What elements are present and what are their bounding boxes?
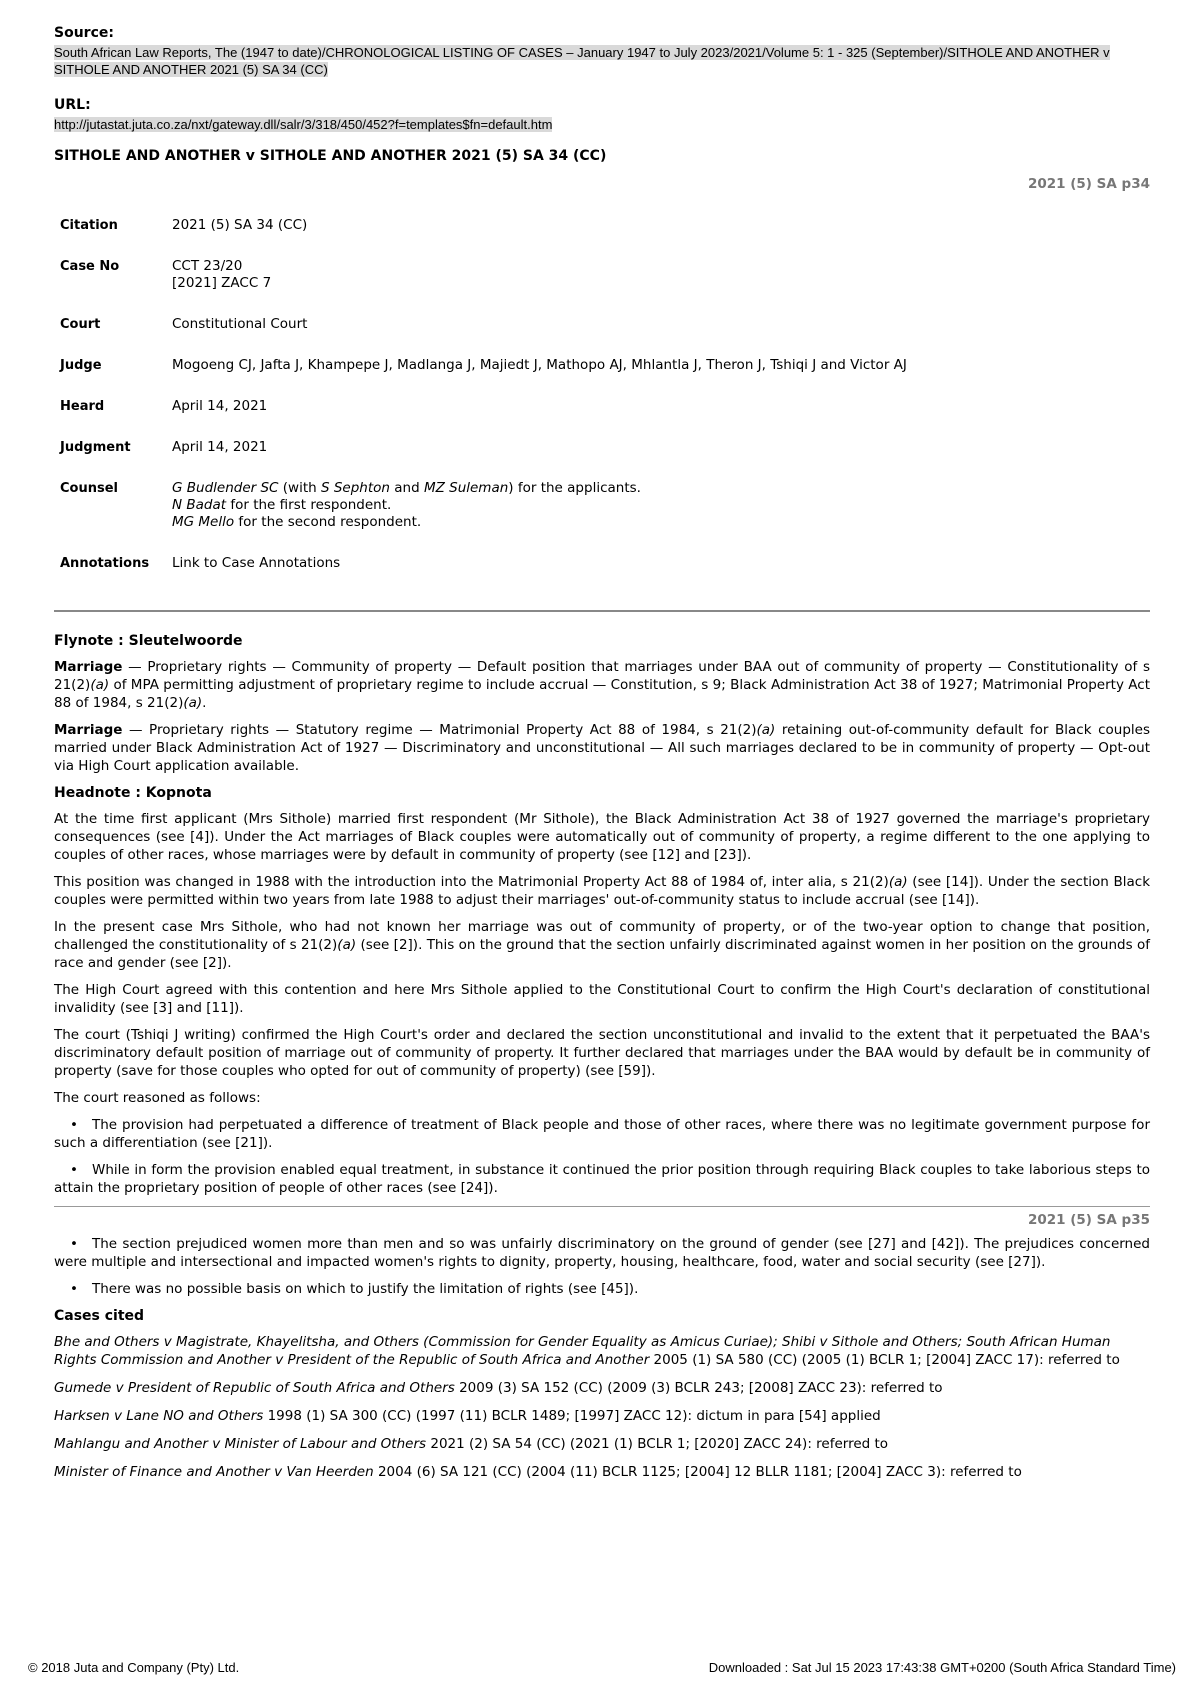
case-name: Gumede v President of Republic of South Africa and Others	[54, 1380, 455, 1396]
counsel-text: for the second respondent.	[234, 514, 422, 530]
url-label: URL:	[54, 97, 91, 113]
counsel-name: MZ Suleman	[423, 480, 509, 496]
case-reference: 2004 (6) SA 121 (CC) (2004 (11) BCLR 1125; [2004] 12 BLLR 1181; [2004] ZACC 3): referred to	[373, 1464, 1022, 1480]
flynote-text: (a)	[756, 722, 776, 738]
url-line	[54, 116, 1150, 133]
reasoning-bullet	[54, 1116, 1150, 1152]
bullet-icon: •	[70, 1281, 78, 1297]
page-break-divider	[54, 1206, 1150, 1207]
counsel-name: S Sephton	[320, 480, 390, 496]
meta-row-citation	[60, 217, 907, 258]
page-reference: 2021 (5) SA p35	[1027, 1212, 1150, 1228]
flynote-paragraph	[54, 658, 1150, 712]
case-name: Harksen v Lane NO and Others	[54, 1408, 264, 1424]
meta-value	[172, 480, 907, 555]
headnote-paragraph: At the time first applicant (Mrs Sithole) married first respondent (Mr Sithole), the Black Administration Act 38 of 1927 governed the marriage's proprietary consequences (see [4]). Under the Act marriages of Black couples were automatically out of community of property, a regime different to the one applying to couples of other races, whose marriages were by default in community of property (see [12] and [23]).	[54, 811, 1150, 863]
headnote-paragraph	[54, 873, 1150, 909]
counsel-text: for the first respondent.	[226, 497, 392, 513]
meta-value: Mogoeng CJ, Jafta J, Khampepe J, Madlanga J, Majiedt J, Mathopo AJ, Mhlantla J, Theron J, Tshiqi J and Victor AJ	[172, 357, 907, 373]
case-reference: 1998 (1) SA 300 (CC) (1997 (11) BCLR 1489; [1997] ZACC 12): dictum in para [54] applied	[263, 1408, 881, 1424]
flynote-text: — Proprietary rights — Community of property — Default position that marriages under BAA out of community of property — Constitutionality of s 21(2)	[54, 659, 1150, 693]
counsel-name: N Badat	[172, 497, 227, 513]
meta-row-case-no	[60, 258, 907, 316]
meta-value: April 14, 2021	[172, 398, 268, 414]
meta-row-heard	[60, 398, 907, 439]
flynote-text: — Proprietary rights — Statutory regime — Matrimonial Property Act 88 of 1984, s 21(2)	[122, 722, 757, 738]
case-name: Minister of Finance and Another v Van Heerden	[54, 1464, 374, 1480]
headnote-text: (see [2]). This on the ground that the section unfairly discriminated against women in her position on the grounds of race and gender (see [2]).	[54, 937, 1150, 971]
headnote-paragraph	[54, 918, 1150, 972]
meta-row-court	[60, 316, 907, 357]
flynote-paragraph	[54, 721, 1150, 775]
meta-key: Case No	[60, 259, 120, 274]
bullet-icon: •	[70, 1162, 78, 1178]
case-annotations-link[interactable]: Link to Case Annotations	[172, 555, 341, 571]
flynote-text: retaining out-of-community default for Black couples married under Black Administration Act of 1927 — Discriminatory and unconstitutional — All such marriages declared to be in community of property — Opt-out via High Court application available.	[54, 722, 1151, 774]
headnote-text: (see [14]). Under the section Black couples were permitted within two years from late 1988 to adjust their marriages' out-of-community status to include accrual (see [14]).	[54, 874, 1151, 908]
case-name: Bhe and Others v Magistrate, Khayelitsha, and Others (Commission for Gender Equality as Amicus Curiae); Shibi v Sithole and Others; South African Human Rights Commission and Another v President of the Republic of South Africa and Another	[54, 1334, 1111, 1368]
cases-cited-list	[54, 1333, 1150, 1481]
flynote-keyword: Marriage	[54, 659, 123, 675]
counsel-name: MG Mello	[172, 514, 235, 530]
flynote-text: of MPA permitting adjustment of proprietary regime to include accrual — Constitution, s 9; Black Administration Act 38 of 1927; Matrimonial Property Act 88 of 1984, s 21(2)	[54, 677, 1150, 711]
meta-key: Counsel	[60, 481, 118, 496]
source-path	[54, 44, 1150, 78]
flynote-heading: Flynote : Sleutelwoorde	[54, 633, 243, 649]
meta-key: Judge	[60, 358, 102, 373]
url-link[interactable]: http://jutastat.juta.co.za/nxt/gateway.dll/salr/3/318/450/452?f=templates$fn=default.htm	[54, 117, 553, 132]
reasoning-bullet	[54, 1235, 1150, 1271]
meta-row-judgment	[60, 439, 907, 480]
headnote-paragraph: The court reasoned as follows:	[54, 1090, 261, 1106]
case-citation	[54, 1379, 1150, 1397]
headnote-paragraph: The High Court agreed with this contention and here Mrs Sithole applied to the Constitutional Court to confirm the High Court's declaration of constitutional invalidity (see [3] and [11]).	[54, 982, 1150, 1016]
flynote-keyword: Marriage	[54, 722, 123, 738]
footer-downloaded: Downloaded : Sat Jul 15 2023 17:43:38 GMT+0200 (South Africa Standard Time)	[708, 1660, 1176, 1675]
headnote-paragraph: The court (Tshiqi J writing) confirmed the High Court's order and declared the section unconstitutional and invalid to the extent that it perpetuated the BAA's discriminatory default position of marriage out of community of property. It further declared that marriages under the BAA would by default be in community of property (save for those couples who opted for out of community of property) (see [59]).	[54, 1027, 1150, 1079]
meta-row-counsel	[60, 480, 907, 555]
document-page	[54, 24, 1150, 1491]
meta-key: Court	[60, 317, 101, 332]
case-name: Mahlangu and Another v Minister of Labour and Others	[54, 1436, 427, 1452]
meta-value	[172, 258, 907, 316]
case-metadata-table	[60, 217, 907, 596]
headnote-text: This position was changed in 1988 with the introduction into the Matrimonial Property Act 88 of 1984 of, inter alia, s 21(2)	[54, 874, 889, 890]
counsel-text: ) for the applicants.	[508, 480, 641, 496]
bullet-text: While in form the provision enabled equal treatment, in substance it continued the prior position through requiring Black couples to take laborious steps to attain the proprietary position of people of other races (see [24]).	[54, 1162, 1150, 1196]
case-reference: 2009 (3) SA 152 (CC) (2009 (3) BCLR 243; [2008] ZACC 23): referred to	[454, 1380, 943, 1396]
headnote-heading: Headnote : Kopnota	[54, 785, 212, 801]
case-citation	[54, 1463, 1150, 1481]
bullet-text: The provision had perpetuated a difference of treatment of Black people and those of other races, where there was no legitimate government purpose for such a differentiation (see [21]).	[54, 1117, 1150, 1151]
source-path-text: South African Law Reports, The (1947 to date)/CHRONOLOGICAL LISTING OF CASES – January 1947 to July 2023/2021/Volume 5: 1 - 325 (September)/SITHOLE AND ANOTHER v SITHOLE AND ANOTHER 2021 (5) SA 34 (CC)	[54, 45, 1110, 77]
reasoning-bullet	[54, 1280, 1150, 1298]
flynote-text: (a)	[90, 677, 110, 693]
bullet-icon: •	[70, 1117, 78, 1133]
counsel-text: and	[389, 480, 424, 496]
case-number: CCT 23/20	[172, 258, 243, 274]
headnote-text: In the present case Mrs Sithole, who had not known her marriage was out of community of property, or of the two-year option to change that position, challenged the constitutionality of s 21(2)	[54, 919, 1150, 953]
flynote-text: .	[202, 695, 207, 711]
case-citation	[54, 1333, 1150, 1369]
case-title: SITHOLE AND ANOTHER v SITHOLE AND ANOTHER 2021 (5) SA 34 (CC)	[54, 148, 607, 164]
meta-key: Citation	[60, 218, 118, 233]
counsel-text: (with	[278, 480, 321, 496]
meta-value: 2021 (5) SA 34 (CC)	[172, 217, 308, 233]
meta-row-annotations	[60, 555, 907, 596]
case-reference: 2005 (1) SA 580 (CC) (2005 (1) BCLR 1; [2004] ZACC 17): referred to	[649, 1352, 1120, 1368]
page-reference: 2021 (5) SA p34	[1027, 176, 1150, 192]
section-divider	[54, 610, 1150, 612]
cases-cited-heading: Cases cited	[54, 1308, 145, 1324]
meta-value: Constitutional Court	[172, 316, 308, 332]
bullet-text: The section prejudiced women more than men and so was unfairly discriminatory on the ground of gender (see [27] and [42]). The prejudices concerned were multiple and intersectional and impacted women's rights to dignity, property, housing, healthcare, food, water and social security (see [27]).	[54, 1236, 1150, 1270]
footer-copyright: © 2018 Juta and Company (Pty) Ltd.	[28, 1660, 240, 1675]
meta-key: Judgment	[60, 440, 131, 455]
meta-value: April 14, 2021	[172, 439, 268, 455]
neutral-citation: [2021] ZACC 7	[172, 275, 272, 291]
meta-row-judge	[60, 357, 907, 398]
case-citation	[54, 1435, 1150, 1453]
meta-key: Annotations	[60, 556, 150, 571]
case-citation	[54, 1407, 1150, 1425]
counsel-name: G Budlender SC	[172, 480, 279, 496]
flynote-text: (a)	[183, 695, 203, 711]
case-reference: 2021 (2) SA 54 (CC) (2021 (1) BCLR 1; [2020] ZACC 24): referred to	[426, 1436, 889, 1452]
headnote-text: (a)	[888, 874, 908, 890]
meta-key: Heard	[60, 399, 105, 414]
headnote-text: (a)	[337, 937, 357, 953]
reasoning-bullet	[54, 1161, 1150, 1197]
source-label: Source:	[54, 25, 114, 41]
bullet-text: There was no possible basis on which to justify the limitation of rights (see [45]).	[92, 1281, 639, 1297]
bullet-icon: •	[70, 1236, 78, 1252]
